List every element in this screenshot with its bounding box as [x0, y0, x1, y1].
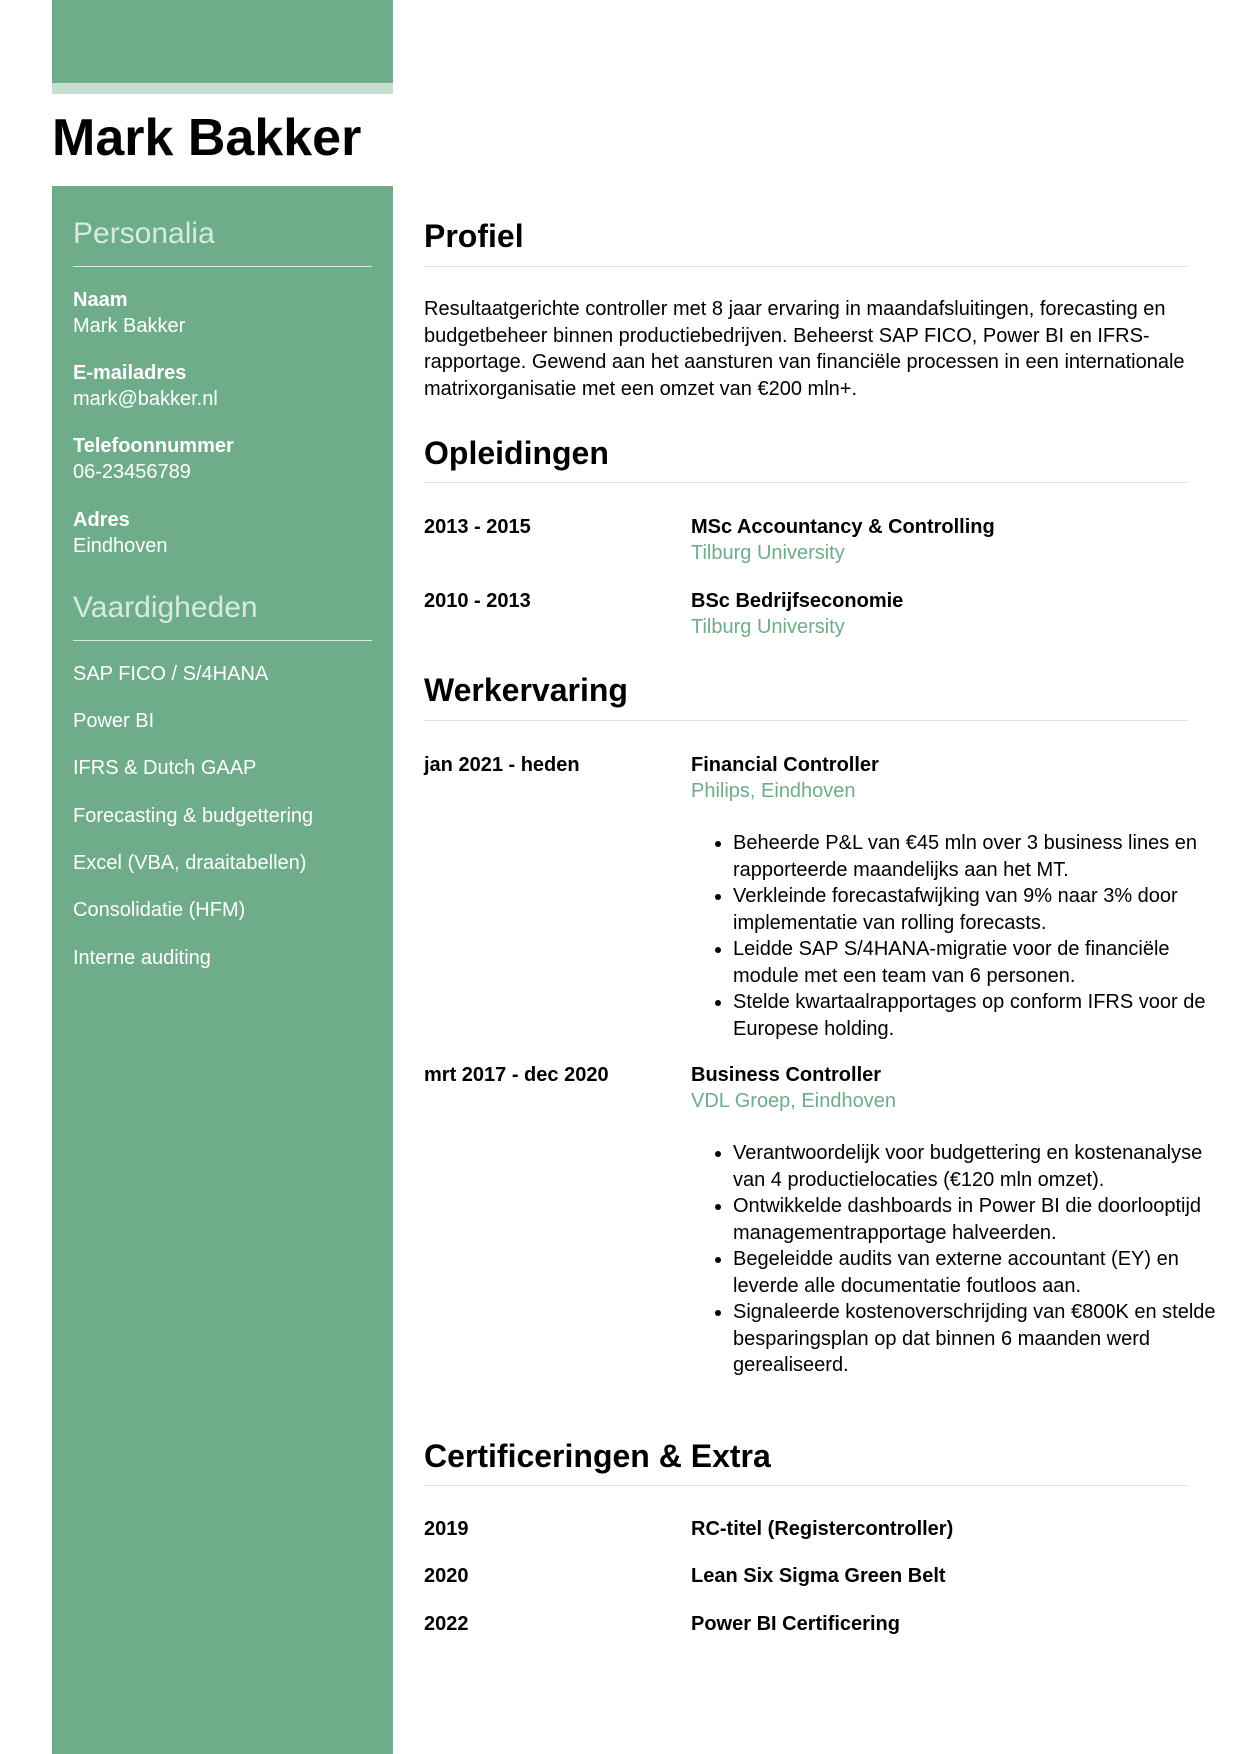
skills-list: [73, 661, 372, 981]
address-label: Adres: [73, 509, 130, 531]
education-school: Tilburg University: [691, 542, 845, 564]
experience-divider: [424, 720, 1188, 721]
achievement-item: • Stelde kwartaalrapportages op conform IFRS voor de Europese holding.: [733, 989, 1233, 1042]
header-accent-strip: [52, 83, 393, 94]
job-achievements: [691, 1140, 1233, 1379]
achievement-item: • Leidde SAP S/4HANA-migratie voor de financiële module met een team van 6 personen.: [733, 936, 1233, 989]
candidate-name: Mark Bakker: [52, 109, 362, 167]
skill-item: IFRS & Dutch GAAP: [73, 757, 257, 779]
achievement-item: • Signaleerde kostenoverschrijding van €800K en stelde besparingsplan op dat binnen 6 maanden werd gerealiseerd.: [733, 1299, 1233, 1379]
education-degree: MSc Accountancy & Controlling: [691, 516, 995, 538]
skills-heading: Vaardigheden: [73, 591, 258, 624]
certifications-title: Certificeringen & Extra: [424, 1438, 771, 1474]
personal-heading: Personalia: [73, 217, 215, 250]
achievement-item: • Beheerde P&L van €45 mln over 3 business lines en rapporteerde maandelijks aan het MT.: [733, 830, 1233, 883]
job-period: jan 2021 - heden: [424, 754, 580, 776]
education-divider: [424, 482, 1188, 483]
skills-divider: [73, 640, 372, 641]
job-role: Financial Controller: [691, 754, 879, 776]
phone-value: 06-23456789: [73, 461, 191, 483]
header-accent-block: [52, 0, 393, 83]
job-company: VDL Groep, Eindhoven: [691, 1090, 896, 1112]
certification-year: 2020: [424, 1565, 469, 1587]
education-period: 2013 - 2015: [424, 516, 531, 538]
profile-title: Profiel: [424, 218, 524, 254]
achievement-item: • Verkleinde forecastafwijking van 9% naar 3% door implementatie van rolling forecasts.: [733, 883, 1233, 936]
certification-year: 2022: [424, 1613, 469, 1635]
experience-title: Werkervaring: [424, 672, 628, 708]
address-value: Eindhoven: [73, 535, 168, 557]
profile-divider: [424, 266, 1188, 267]
personal-section: [73, 216, 372, 267]
job-period: mrt 2017 - dec 2020: [424, 1064, 609, 1086]
skill-item: SAP FICO / S/4HANA: [73, 663, 269, 685]
job-achievements: [691, 830, 1233, 1042]
achievement-item: • Ontwikkelde dashboards in Power BI die doorlooptijd managementrapportage halveerden.: [733, 1193, 1233, 1246]
certification-name: Power BI Certificering: [691, 1613, 900, 1635]
email-label: E-mailadres: [73, 362, 187, 384]
skills-section: [73, 590, 372, 641]
name-label: Naam: [73, 289, 128, 311]
certifications-divider: [424, 1485, 1188, 1486]
skill-item: Excel (VBA, draaitabellen): [73, 852, 307, 874]
job-company: Philips, Eindhoven: [691, 780, 856, 802]
achievement-item: • Verantwoordelijk voor budgettering en kostenanalyse van 4 productielocaties (€120 mln omzet).: [733, 1140, 1233, 1193]
personal-details: [73, 287, 372, 557]
skill-item: Interne auditing: [73, 947, 211, 969]
phone-label: Telefoonnummer: [73, 435, 234, 457]
email-value: mark@bakker.nl: [73, 388, 218, 410]
education-period: 2010 - 2013: [424, 590, 531, 612]
sidebar: [52, 186, 393, 1754]
name-value: Mark Bakker: [73, 315, 186, 337]
education-degree: BSc Bedrijfseconomie: [691, 590, 904, 612]
skill-item: Consolidatie (HFM): [73, 899, 246, 921]
education-school: Tilburg University: [691, 616, 845, 638]
skill-item: Forecasting & budgettering: [73, 805, 314, 827]
skill-item: Power BI: [73, 710, 155, 732]
education-title: Opleidingen: [424, 435, 609, 471]
certification-name: RC-titel (Registercontroller): [691, 1518, 954, 1540]
achievement-item: • Begeleidde audits van externe accountant (EY) en leverde alle documentatie foutloos aan.: [733, 1246, 1233, 1299]
job-role: Business Controller: [691, 1064, 882, 1086]
profile-text: Resultaatgerichte controller met 8 jaar ervaring in maandafsluitingen, forecasting en budgetbeheer binnen productiebedrijven. Beheerst SAP FICO, Power BI en IFRS-rapportage. Gewend aan het aansturen van financiële processen in een internationale matrixorganisatie met een omzet van €200 mln+.: [424, 298, 1185, 400]
personal-divider: [73, 266, 372, 267]
certification-year: 2019: [424, 1518, 469, 1540]
certification-name: Lean Six Sigma Green Belt: [691, 1565, 946, 1587]
